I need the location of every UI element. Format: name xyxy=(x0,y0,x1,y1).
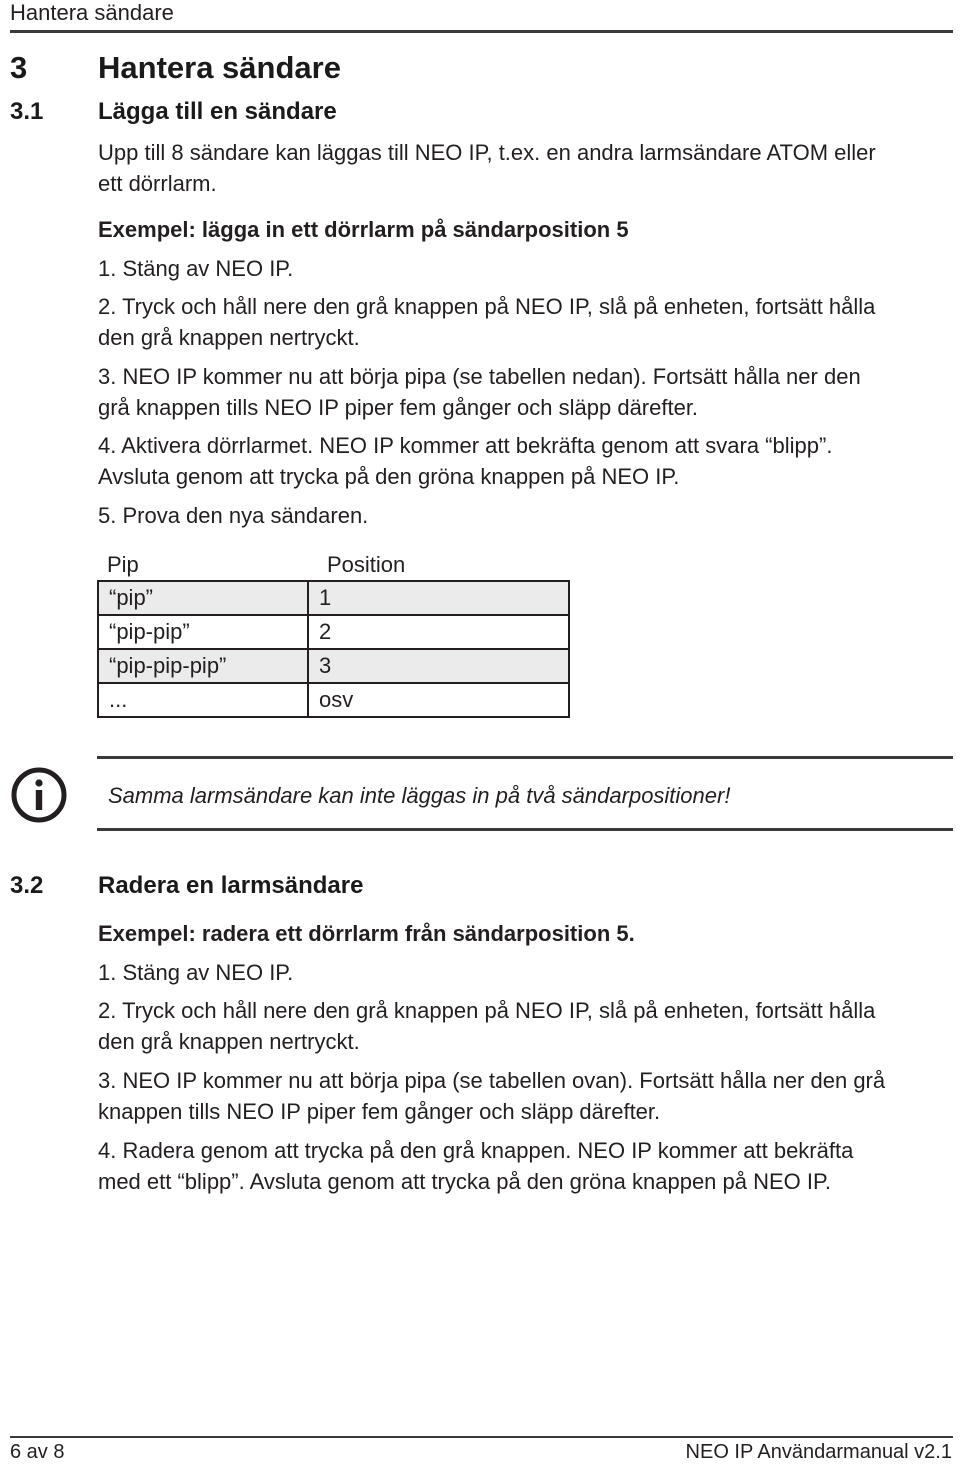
table-row xyxy=(98,683,569,717)
running-header: Hantera sändare xyxy=(10,0,174,25)
step-line: 3. NEO IP kommer nu att börja pipa (se tabellen nedan). Fortsätt hålla ner den xyxy=(98,364,861,389)
example-heading: Exempel: radera ett dörrlarm från sändarposition 5. xyxy=(98,921,635,946)
step-line: den grå knappen nertryckt. xyxy=(98,325,360,350)
table-cell: 1 xyxy=(308,581,569,615)
table-cell: 2 xyxy=(308,615,569,649)
subsection-title: Radera en larmsändare xyxy=(98,872,364,899)
table-cell: “pip-pip” xyxy=(98,615,308,649)
table-cell: ... xyxy=(98,683,308,717)
table-cell: 3 xyxy=(308,649,569,683)
step-line: med ett “blipp”. Avsluta genom att trycka på den gröna knappen på NEO IP. xyxy=(98,1169,831,1194)
note-rule-bottom xyxy=(97,828,953,831)
step-line: 1. Stäng av NEO IP. xyxy=(98,960,294,985)
page-number: 6 av 8 xyxy=(10,1441,65,1463)
section-number: 3 xyxy=(10,50,28,85)
table-row xyxy=(98,649,569,683)
intro-line: ett dörrlarm. xyxy=(98,171,217,196)
step-line: knappen tills NEO IP piper fem gånger och släpp därefter. xyxy=(98,1099,661,1124)
step-line: Avsluta genom att trycka på den gröna knappen på NEO IP. xyxy=(98,464,680,489)
intro-line: Upp till 8 sändare kan läggas till NEO IP, t.ex. en andra larmsändare ATOM eller xyxy=(98,140,876,165)
table-cell: “pip” xyxy=(98,581,308,615)
header-rule xyxy=(10,30,953,33)
note-rule-top xyxy=(97,756,953,759)
document-title: NEO IP Användarmanual v2.1 xyxy=(685,1441,952,1463)
note-text: Samma larmsändare kan inte läggas in på två sändarpositioner! xyxy=(108,783,731,808)
subsection-title: Lägga till en sändare xyxy=(98,98,337,125)
step-line: 4. Aktivera dörrlarmet. NEO IP kommer att bekräfta genom att svara “blipp”. xyxy=(98,433,833,458)
pip-table xyxy=(97,580,570,718)
step-line: 2. Tryck och håll nere den grå knappen på NEO IP, slå på enheten, fortsätt hålla xyxy=(98,294,876,319)
step-line: 5. Prova den nya sändaren. xyxy=(98,503,369,528)
footer-rule xyxy=(10,1436,953,1438)
table-cell: osv xyxy=(308,683,569,717)
step-line: den grå knappen nertryckt. xyxy=(98,1029,360,1054)
step-line: 1. Stäng av NEO IP. xyxy=(98,256,294,281)
section-title: Hantera sändare xyxy=(98,50,341,85)
example-heading: Exempel: lägga in ett dörrlarm på sändarposition 5 xyxy=(98,217,629,242)
table-header-position: Position xyxy=(327,552,406,577)
table-row xyxy=(98,615,569,649)
table-cell: “pip-pip-pip” xyxy=(98,649,308,683)
step-line: 2. Tryck och håll nere den grå knappen på NEO IP, slå på enheten, fortsätt hålla xyxy=(98,998,876,1023)
step-line: 4. Radera genom att trycka på den grå knappen. NEO IP kommer att bekräfta xyxy=(98,1138,854,1163)
subsection-number: 3.2 xyxy=(10,872,44,899)
table-row xyxy=(98,581,569,615)
step-line: grå knappen tills NEO IP piper fem gånger och släpp därefter. xyxy=(98,395,699,420)
subsection-number: 3.1 xyxy=(10,98,44,125)
info-icon xyxy=(10,766,68,824)
table-header-pip: Pip xyxy=(107,552,139,577)
step-line: 3. NEO IP kommer nu att börja pipa (se tabellen ovan). Fortsätt hålla ner den grå xyxy=(98,1068,886,1093)
